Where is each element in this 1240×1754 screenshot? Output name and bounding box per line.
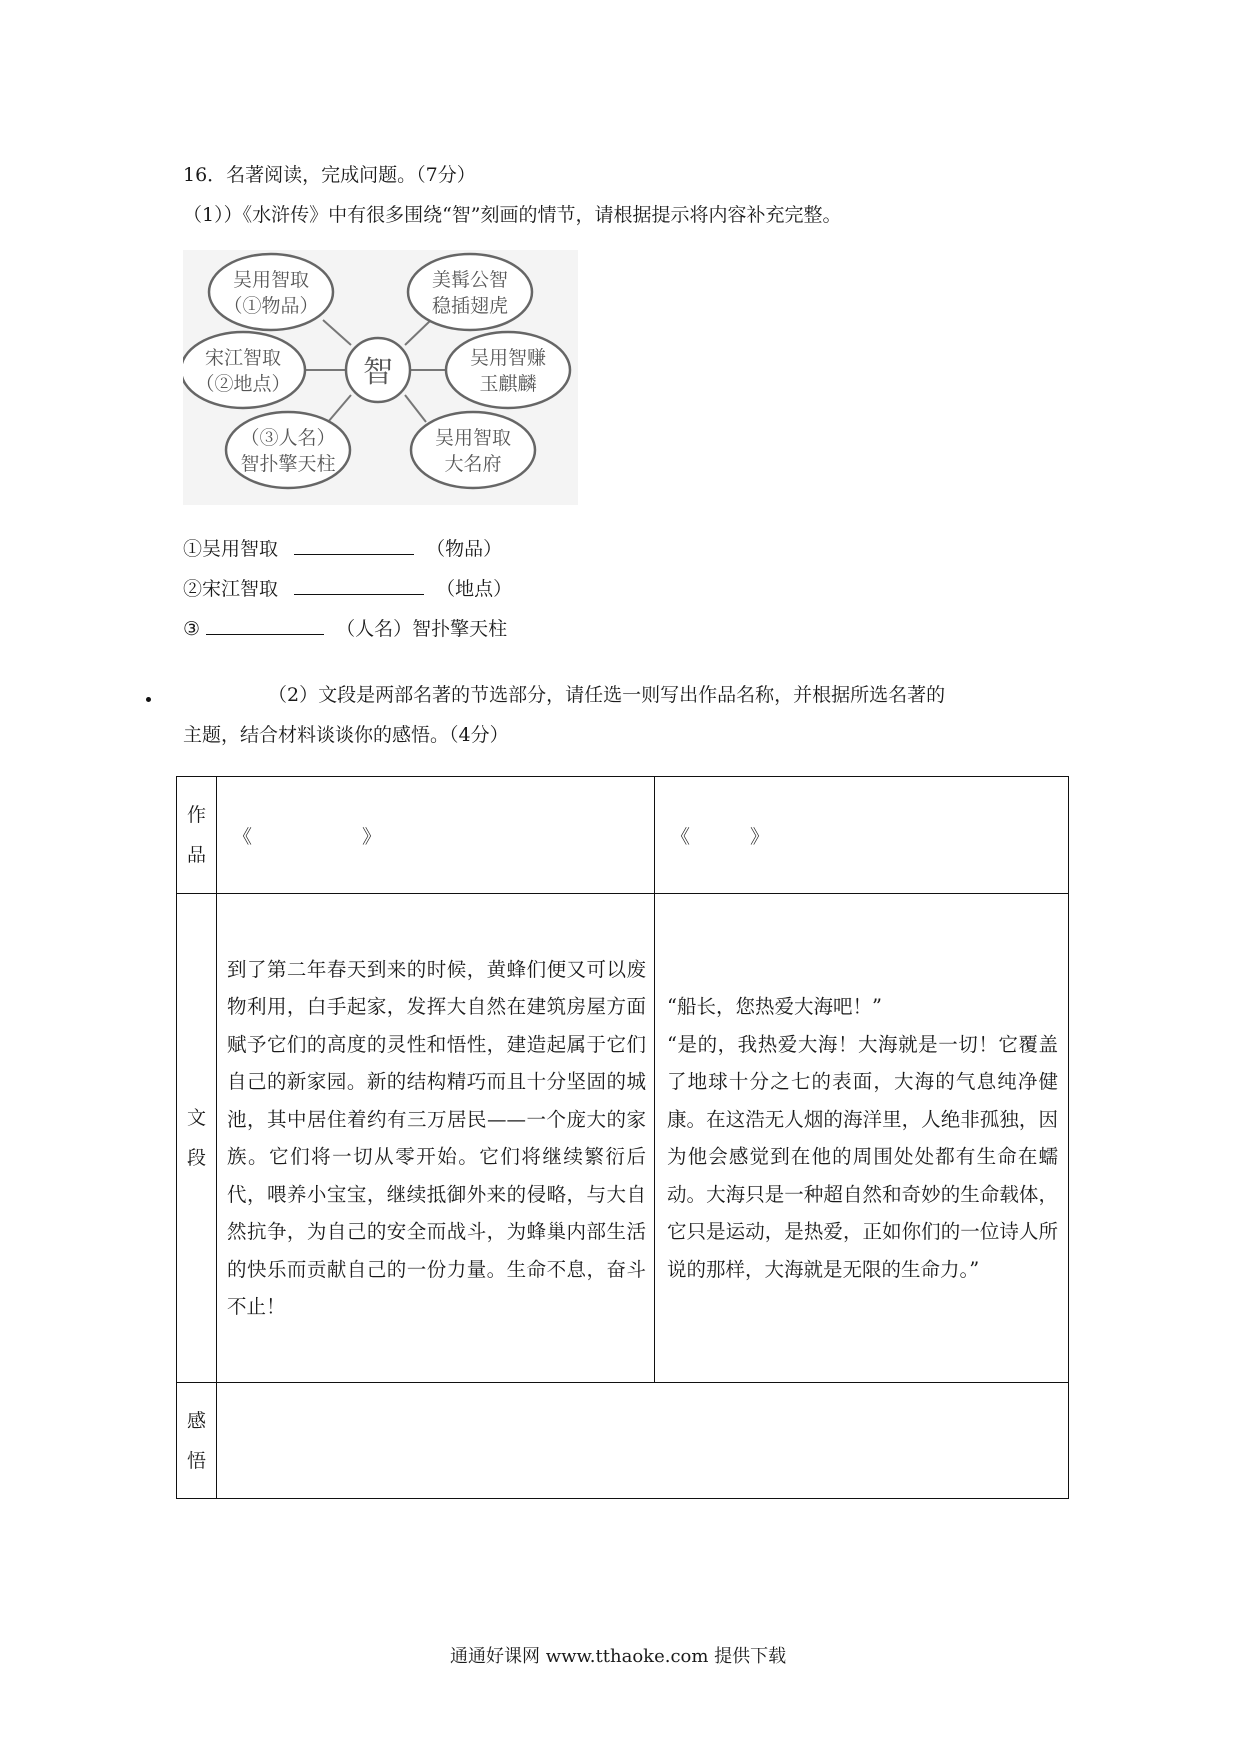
footer-credit: 通通好课网 www.tthaoke.com 提供下载 bbox=[450, 1646, 787, 1667]
blank-item-1-prefix: ①吴用智取 bbox=[183, 538, 279, 560]
table-row-reflection bbox=[177, 1383, 1069, 1499]
node-ellipse bbox=[209, 254, 333, 330]
node-2-line1: 美髯公智 bbox=[431, 269, 509, 291]
answer-blank-2[interactable] bbox=[294, 574, 424, 595]
book-open-left: 《 bbox=[233, 825, 253, 848]
node-ellipse bbox=[183, 332, 305, 408]
blank-item-2 bbox=[183, 574, 512, 602]
passage-label bbox=[177, 894, 217, 1383]
passage-label-char-2: 段 bbox=[186, 1147, 206, 1169]
node-4-line1: 吴用智赚 bbox=[469, 347, 547, 369]
blank-item-2-prefix: ②宋江智取 bbox=[183, 578, 279, 600]
work-title-left[interactable] bbox=[217, 777, 655, 894]
table-row-work bbox=[177, 777, 1069, 894]
node-ellipse bbox=[408, 254, 532, 330]
right-passage-cell bbox=[655, 894, 1069, 1383]
node-5-line2: 智扑擎天柱 bbox=[240, 453, 336, 475]
left-passage-cell bbox=[217, 894, 655, 1383]
question-title: 16．名著阅读，完成问题。（7分） bbox=[183, 164, 476, 186]
zhi-mind-map bbox=[183, 250, 578, 505]
book-close-right: 》 bbox=[750, 825, 770, 848]
node-6-line1: 吴用智取 bbox=[434, 427, 512, 449]
reflection-label-char-1: 感 bbox=[186, 1409, 206, 1432]
book-open-right: 《 bbox=[671, 825, 691, 848]
reflection-label bbox=[177, 1383, 217, 1499]
node-6-line2: 大名府 bbox=[444, 453, 502, 475]
node-ellipse bbox=[446, 332, 570, 408]
right-passage-para-2: “是的，我热爱大海！大海就是一切！它覆盖了地球十分之七的表面，大海的气息纯净健康。在这浩无人烟的海洋里，人绝非孤独，因为他会感觉到在他的周围处处都有生命在蠕动。大海只是一种超自然和奇妙的生命载体，它只是运动，是热爱，正如你们的一位诗人所说的那样，大海就是无限的生命力。” bbox=[667, 1032, 1058, 1281]
reflection-label-char-2: 悟 bbox=[186, 1449, 206, 1472]
work-label-char-2: 品 bbox=[186, 844, 206, 866]
work-label bbox=[177, 777, 217, 894]
blank-item-1-suffix: （物品） bbox=[426, 538, 503, 560]
right-passage-para-1: “船长，您热爱大海吧！” bbox=[667, 995, 882, 1018]
blank-item-3-suffix: （人名）智扑擎天柱 bbox=[336, 618, 508, 640]
node-ellipse bbox=[411, 412, 535, 488]
blank-item-2-suffix: （地点） bbox=[436, 578, 513, 600]
answer-blank-3[interactable] bbox=[206, 614, 324, 635]
node-1-line2: （①物品） bbox=[223, 295, 319, 317]
reflection-answer-cell[interactable] bbox=[217, 1383, 1069, 1499]
left-passage: 到了第二年春天到来的时候，黄蜂们便又可以废物利用，白手起家，发挥大自然在建筑房屋方面赋予它们的高度的灵性和悟性，建造起属于它们自己的新家园。新的结构精巧而且十分坚固的城池，其中居住着约有三万居民——一个庞大的家族。它们将一切从零开始。它们将继续繁衍后代，喂养小宝宝，继续抵御外来的侵略，与大自然抗争，为自己的安全而战斗，为蜂巢内部生活的快乐而贡献自己的一份力量。生命不息，奋斗不止！ bbox=[227, 957, 646, 1318]
blank-item-3-prefix: ③ bbox=[183, 618, 201, 640]
passage-label-char-1: 文 bbox=[186, 1107, 206, 1129]
book-close-left: 》 bbox=[362, 825, 382, 848]
reading-table bbox=[176, 776, 1069, 1499]
answer-blank-1[interactable] bbox=[294, 534, 414, 555]
blank-item-1 bbox=[183, 534, 502, 562]
table-row-passage bbox=[177, 894, 1069, 1383]
part2-line2: 主题，结合材料谈谈你的感悟。（4分） bbox=[183, 724, 509, 746]
center-label: 智 bbox=[363, 355, 393, 390]
node-1-line1: 吴用智取 bbox=[232, 269, 310, 291]
node-3-line1: 宋江智取 bbox=[204, 347, 282, 369]
work-title-right[interactable] bbox=[655, 777, 1069, 894]
node-ellipse bbox=[226, 412, 350, 488]
part1-prompt: （1））《水浒传》中有很多围绕“智”刻画的情节，请根据提示将内容补充完整。 bbox=[183, 204, 842, 226]
part2-line1: （2）文段是两部名著的节选部分，请任选一则写出作品名称，并根据所选名著的 bbox=[268, 684, 946, 706]
bullet-dot bbox=[146, 697, 151, 702]
blank-item-3 bbox=[183, 614, 507, 642]
node-4-line2: 玉麒麟 bbox=[479, 373, 537, 395]
node-2-line2: 稳插翅虎 bbox=[431, 295, 509, 317]
node-3-line2: （②地点） bbox=[195, 373, 291, 395]
work-label-char-1: 作 bbox=[186, 804, 206, 826]
node-5-line1: （③人名） bbox=[240, 427, 336, 449]
